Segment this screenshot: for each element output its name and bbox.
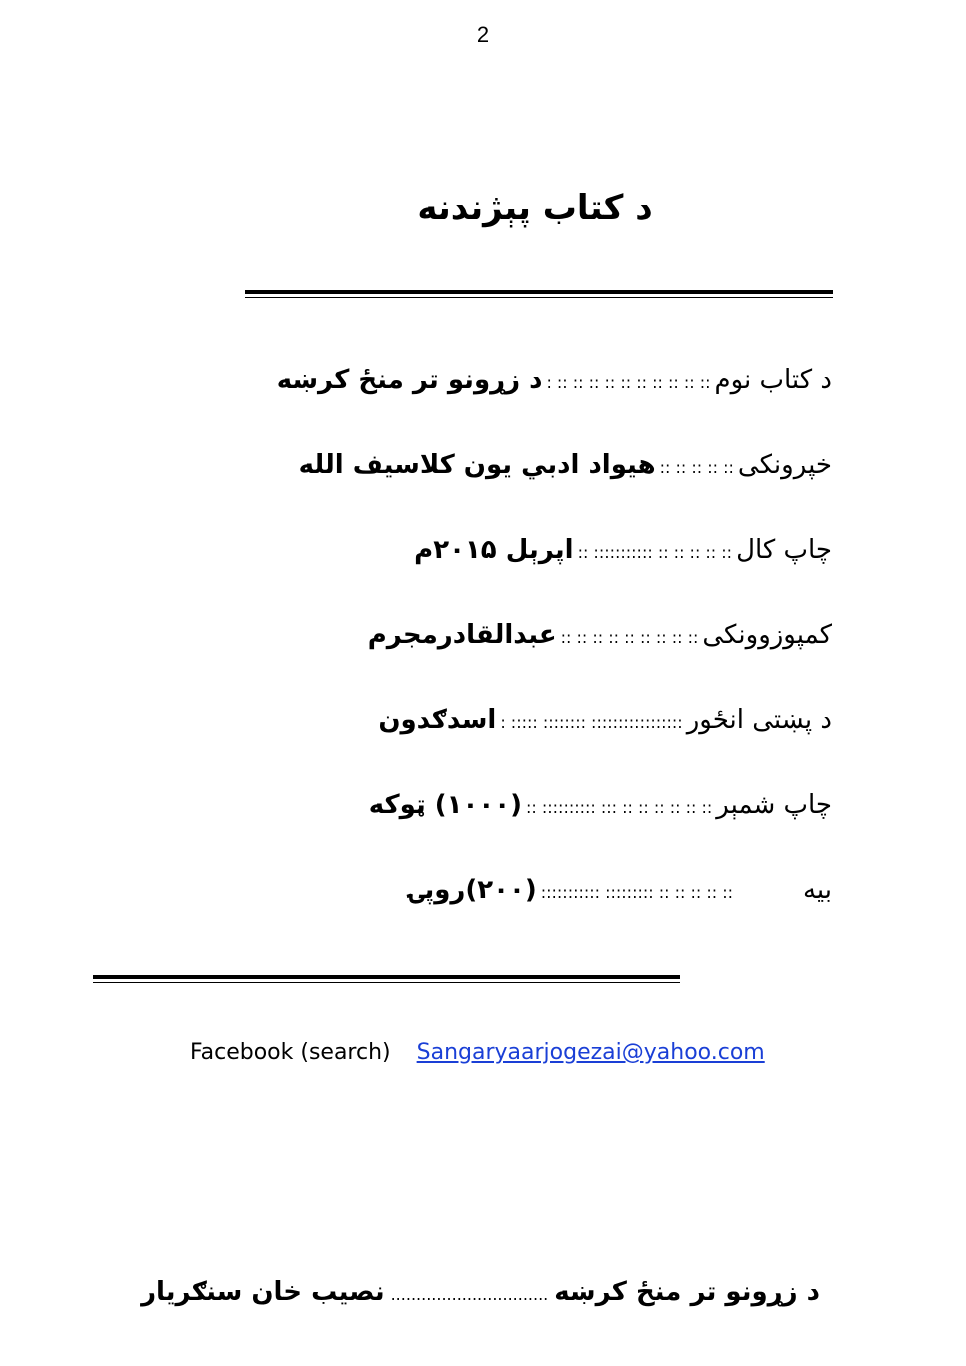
detail-label: کمپوزوونکی [702, 620, 832, 650]
detail-row-print-count [232, 780, 832, 830]
top-divider-thin [245, 297, 833, 298]
contact-label: Facebook (search) [190, 1040, 391, 1065]
detail-value: اسدګدون [378, 705, 497, 735]
detail-value: هیواد ادبي یون کلاسیف الله [298, 450, 656, 480]
detail-separator: :: :: :: :: :: :: ::: :::::::::: :: [526, 798, 713, 817]
detail-label: چاپ کال [736, 535, 832, 565]
footer-book-title: د زړونو تر منځ کرښه [554, 1277, 820, 1307]
detail-separator: :: :: :: :: :: [659, 458, 734, 477]
detail-value: د زړونو تر منځ کرښه [276, 365, 543, 395]
detail-separator: :: :: :: :: :: :: :: :: :: :: : [546, 373, 711, 392]
detail-label: خپرونکی [737, 450, 832, 480]
bottom-divider-thin [93, 982, 680, 983]
detail-separator: ::::::::::::::::: :::::::: ::::: : [500, 713, 683, 732]
page-number: 2 [476, 22, 490, 47]
page-title: د کتاب پېژندنه [417, 188, 653, 228]
top-divider-thick [245, 290, 833, 294]
contact-line [190, 1040, 790, 1065]
footer-line [100, 1272, 820, 1312]
detail-label: د کتاب نوم [714, 365, 832, 395]
detail-value: عبدالقادرمجرم [367, 620, 557, 650]
detail-row-publisher [232, 440, 832, 490]
footer-dots: ............................... [390, 1285, 549, 1304]
detail-value: (۲۰۰)روپۍ [409, 875, 537, 905]
email-link[interactable]: Sangaryaarjogezai@yahoo.com [416, 1040, 765, 1065]
detail-separator: :: :: :: :: :: ::::::::: ::::::::::: [540, 883, 733, 902]
detail-separator: :: :: :: :: :: ::::::::::: :: [577, 543, 733, 562]
detail-label: د پښتی انځور [686, 705, 832, 735]
bottom-divider-thick [93, 975, 680, 979]
detail-label: بیه [802, 875, 832, 905]
detail-row-composer [232, 610, 832, 660]
detail-value: اپرېل ۲۰۱۵م [414, 535, 574, 565]
detail-separator: :: :: :: :: :: :: :: :: :: [560, 628, 699, 647]
detail-row-print-year [232, 525, 832, 575]
footer-author: نصیب خان سنګریار [141, 1277, 385, 1307]
detail-row-cover-image [232, 695, 832, 745]
detail-value: (۱۰۰۰) ټوکه [368, 790, 523, 820]
detail-label: چاپ شمېر [716, 790, 832, 820]
detail-row-price [232, 865, 832, 915]
detail-row-book-name [232, 355, 832, 405]
